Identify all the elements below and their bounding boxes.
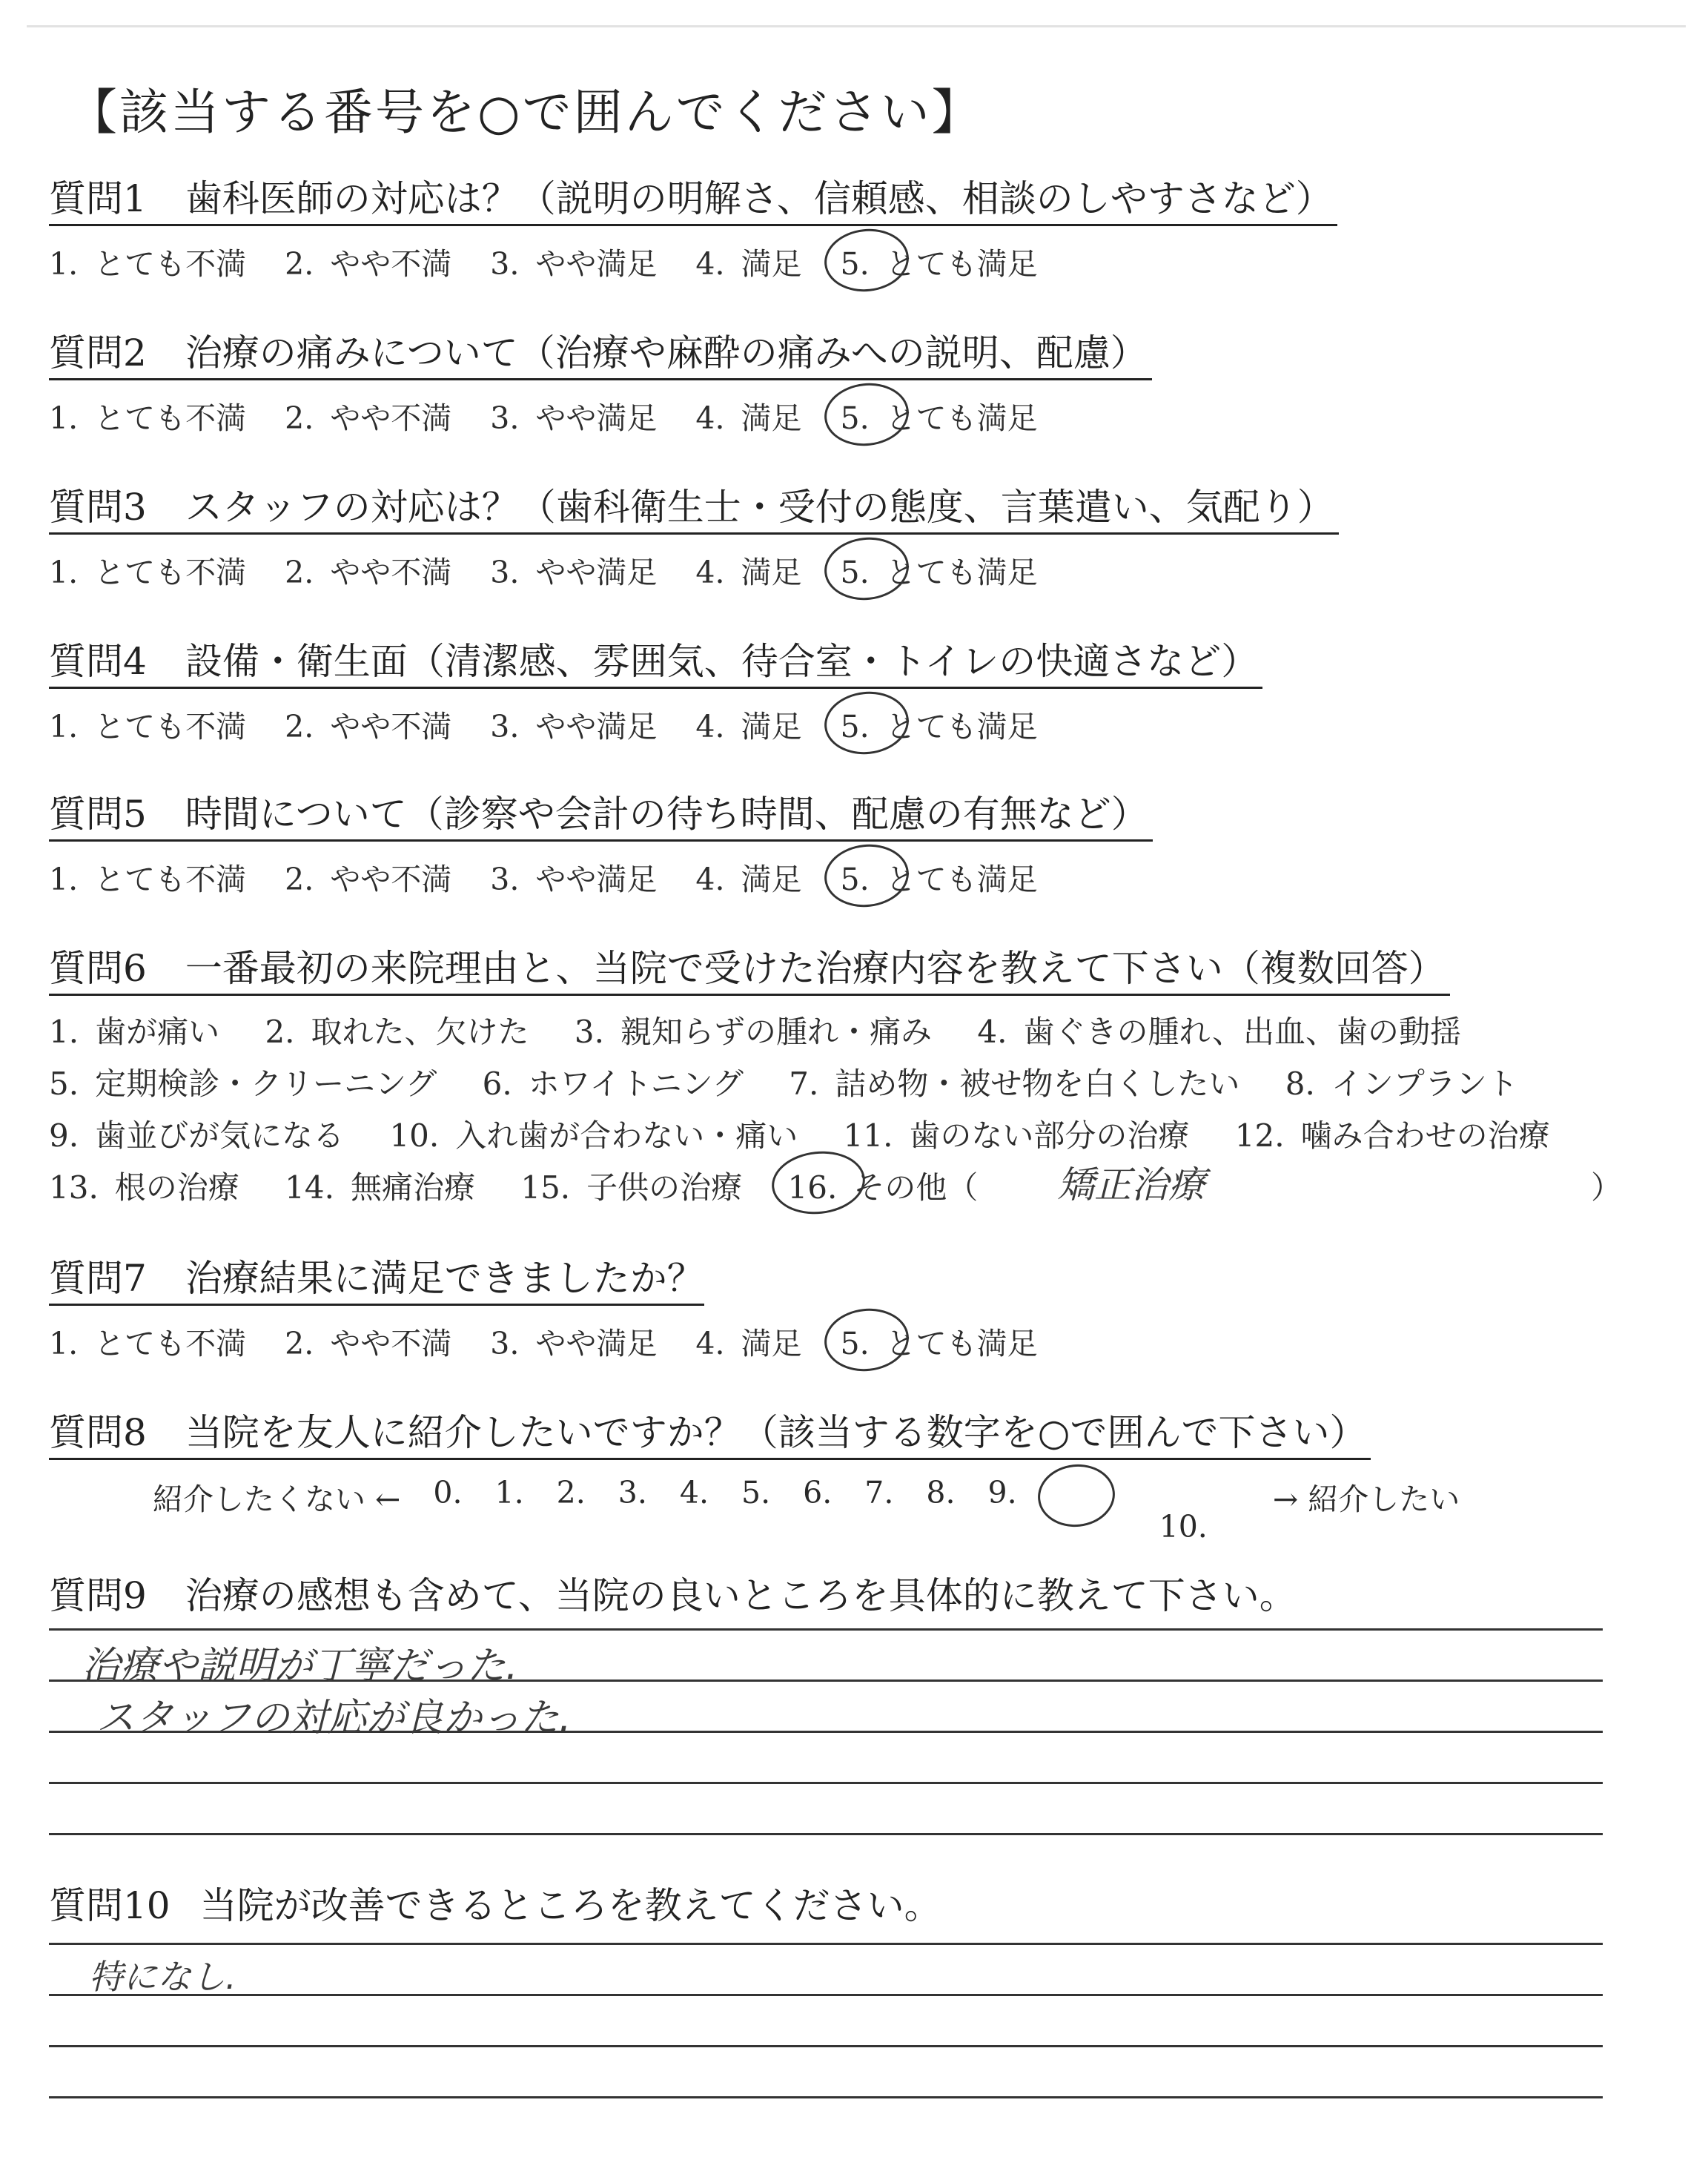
reason-option-11[interactable]: 11. 歯のない部分の治療	[843, 1117, 1190, 1154]
reason-option-13[interactable]: 13. 根の治療	[49, 1169, 239, 1206]
scale-4[interactable]: 4.	[679, 1474, 709, 1510]
question-title	[49, 641, 1262, 689]
selection-circle	[821, 379, 911, 449]
question-number: 質問3	[49, 486, 147, 529]
question-6	[49, 948, 1695, 1214]
question-number: 質問1	[49, 177, 147, 220]
option-5-selected[interactable]: 5. とても満足	[841, 855, 1038, 899]
scale-left-label: 紹介したくない ←	[153, 1481, 401, 1517]
question-7	[49, 1258, 1695, 1363]
question-number: 質問2	[49, 331, 147, 374]
top-rule	[27, 25, 1686, 27]
question-number: 質問9	[49, 1574, 147, 1617]
option-2[interactable]: 2. やや不満	[285, 245, 452, 282]
options-row	[49, 1006, 1695, 1058]
option-1[interactable]: 1. とても不満	[49, 1325, 247, 1361]
option-3[interactable]: 3. やや満足	[490, 1325, 658, 1361]
option-4[interactable]: 4. 満足	[695, 861, 802, 897]
question-4	[49, 641, 1695, 746]
option-5-selected[interactable]: 5. とても満足	[841, 394, 1038, 437]
option-2[interactable]: 2. やや不満	[285, 1325, 452, 1361]
reason-option-3[interactable]: 3. 親知らずの腫れ・痛み	[574, 1013, 932, 1050]
question-number: 質問7	[49, 1257, 147, 1300]
recommend-scale	[153, 1475, 1695, 1545]
option-4[interactable]: 4. 満足	[695, 400, 802, 436]
question-title	[49, 1412, 1371, 1460]
option-4[interactable]: 4. 満足	[695, 245, 802, 282]
reason-option-1[interactable]: 1. 歯が痛い	[49, 1013, 220, 1050]
reason-option-10[interactable]: 10. 入れ歯が合わない・痛い	[389, 1117, 798, 1154]
scale-10-selected[interactable]: 10.	[1050, 1475, 1240, 1545]
option-4[interactable]: 4. 満足	[695, 708, 802, 744]
rating-options	[49, 702, 1695, 746]
question-text: 歯科医師の対応は？（説明の明解さ、信頼感、相談のしやすさなど）	[185, 177, 1333, 220]
selection-circle	[821, 687, 911, 758]
scale-9[interactable]: 9.	[987, 1474, 1017, 1510]
option-5-selected[interactable]: 5. とても満足	[841, 702, 1038, 746]
question-text: 当院を友人に紹介したいですか？（該当する数字を○で囲んで下さい）	[185, 1411, 1367, 1454]
question-5	[49, 793, 1695, 899]
option-4[interactable]: 4. 満足	[695, 554, 802, 590]
scale-3[interactable]: 3.	[618, 1474, 647, 1510]
option-1[interactable]: 1. とても不満	[49, 554, 247, 590]
option-3[interactable]: 3. やや満足	[490, 708, 658, 744]
question-3	[49, 486, 1695, 592]
question-title	[49, 1566, 1695, 1619]
question-title	[49, 332, 1152, 380]
option-3[interactable]: 3. やや満足	[490, 400, 658, 436]
reason-option-14[interactable]: 14. 無痛治療	[285, 1169, 475, 1206]
question-1	[49, 178, 1695, 283]
option-2[interactable]: 2. やや不満	[285, 554, 452, 590]
question-number: 質問5	[49, 793, 147, 836]
reason-option-4[interactable]: 4. 歯ぐきの腫れ、出血、歯の動揺	[977, 1013, 1461, 1050]
option-5-selected[interactable]: 5. とても満足	[841, 1319, 1038, 1363]
question-10	[49, 1876, 1695, 1929]
question-text: 治療結果に満足できましたか？	[185, 1257, 704, 1300]
selection-circle	[821, 1304, 911, 1375]
reason-option-7[interactable]: 7. 詰め物・被せ物を白くしたい	[789, 1065, 1240, 1102]
reason-options	[49, 1006, 1695, 1214]
scale-0[interactable]: 0.	[433, 1474, 463, 1510]
scale-5[interactable]: 5.	[741, 1474, 771, 1510]
selection-circle	[821, 225, 911, 295]
reason-option-15[interactable]: 15. 子供の治療	[520, 1169, 743, 1206]
option-4[interactable]: 4. 満足	[695, 1325, 802, 1361]
reason-option-2[interactable]: 2. 取れた、欠けた	[265, 1013, 529, 1050]
question-number: 質問6	[49, 947, 147, 990]
selection-circle	[821, 533, 911, 604]
reason-option-5[interactable]: 5. 定期検診・クリーニング	[49, 1065, 437, 1102]
option-2[interactable]: 2. やや不満	[285, 400, 452, 436]
rating-options	[49, 855, 1695, 899]
question-text: 一番最初の来院理由と、当院で受けた治療内容を教えて下さい（複数回答）	[185, 947, 1446, 990]
question-text: 設備・衛生面（清潔感、雰囲気、待合室・トイレの快適さなど）	[185, 640, 1259, 683]
question-title	[49, 486, 1339, 535]
rating-options	[49, 548, 1695, 592]
question-8	[49, 1412, 1695, 1545]
question-text: 治療の感想も含めて、当院の良いところを具体的に教えて下さい。	[185, 1574, 1297, 1617]
reason-option-8[interactable]: 8. インプラント	[1285, 1065, 1518, 1102]
option-1[interactable]: 1. とても不満	[49, 861, 247, 897]
option-1[interactable]: 1. とても不満	[49, 245, 247, 282]
question-text: 当院が改善できるところを教えてください。	[199, 1884, 941, 1927]
question-title	[49, 1258, 704, 1306]
option-5-selected[interactable]: 5. とても満足	[841, 548, 1038, 592]
scale-8[interactable]: 8.	[926, 1474, 956, 1510]
selection-circle	[821, 840, 911, 911]
rating-options	[49, 394, 1695, 437]
question-title	[49, 1876, 1695, 1929]
reason-option-12[interactable]: 12. 噛み合わせの治療	[1234, 1117, 1550, 1154]
question-title	[49, 948, 1450, 996]
option-3[interactable]: 3. やや満足	[490, 554, 658, 590]
q9-answer-line-1: 治療や説明が丁寧だった.	[82, 1644, 518, 1688]
option-1[interactable]: 1. とても不満	[49, 708, 247, 744]
question-text: 時間について（診察や会計の待ち時間、配慮の有無など）	[185, 793, 1148, 836]
options-row	[49, 1162, 1695, 1214]
options-row	[49, 1110, 1695, 1162]
question-text: 治療の痛みについて（治療や麻酔の痛みへの説明、配慮）	[185, 331, 1148, 374]
option-2[interactable]: 2. やや不満	[285, 861, 452, 897]
question-2	[49, 332, 1695, 437]
question-number: 質問4	[49, 640, 147, 683]
question-title	[49, 178, 1337, 226]
scale-1[interactable]: 1.	[494, 1474, 524, 1510]
reason-option-9[interactable]: 9. 歯並びが気になる	[49, 1117, 345, 1154]
option-1[interactable]: 1. とても不満	[49, 400, 247, 436]
other-answer-handwritten: 矯正治療	[1057, 1163, 1205, 1206]
scale-7[interactable]: 7.	[864, 1474, 894, 1510]
scale-2[interactable]: 2.	[556, 1474, 586, 1510]
question-text: スタッフの対応は？（歯科衛生士・受付の態度、言葉遣い、気配り）	[185, 486, 1334, 529]
question-title	[49, 793, 1153, 842]
question-number: 質問8	[49, 1411, 147, 1454]
question-9	[49, 1566, 1695, 1619]
reason-option-16-selected[interactable]: 16. その他（	[788, 1162, 979, 1214]
other-close-paren: ）	[1591, 1169, 1623, 1206]
q9-answer-line-2: スタッフの対応が良かった.	[96, 1696, 572, 1740]
rating-options	[49, 240, 1695, 283]
option-3[interactable]: 3. やや満足	[490, 861, 658, 897]
option-3[interactable]: 3. やや満足	[490, 245, 658, 282]
page-heading: 【該当する番号を○で囲んでください】	[68, 84, 983, 141]
question-number: 質問10	[49, 1884, 171, 1927]
option-5-selected[interactable]: 5. とても満足	[841, 240, 1038, 283]
rating-options	[49, 1319, 1695, 1363]
reason-option-6[interactable]: 6. ホワイトニング	[482, 1065, 744, 1102]
scale-right-label: → 紹介したい	[1272, 1481, 1460, 1517]
q10-answer-line-1: 特になし.	[89, 1957, 236, 1997]
selection-circle	[1035, 1460, 1118, 1530]
scale-6[interactable]: 6.	[803, 1474, 833, 1510]
answer-lines-q10[interactable]	[49, 1943, 1603, 2147]
option-2[interactable]: 2. やや不満	[285, 708, 452, 744]
options-row	[49, 1058, 1695, 1110]
